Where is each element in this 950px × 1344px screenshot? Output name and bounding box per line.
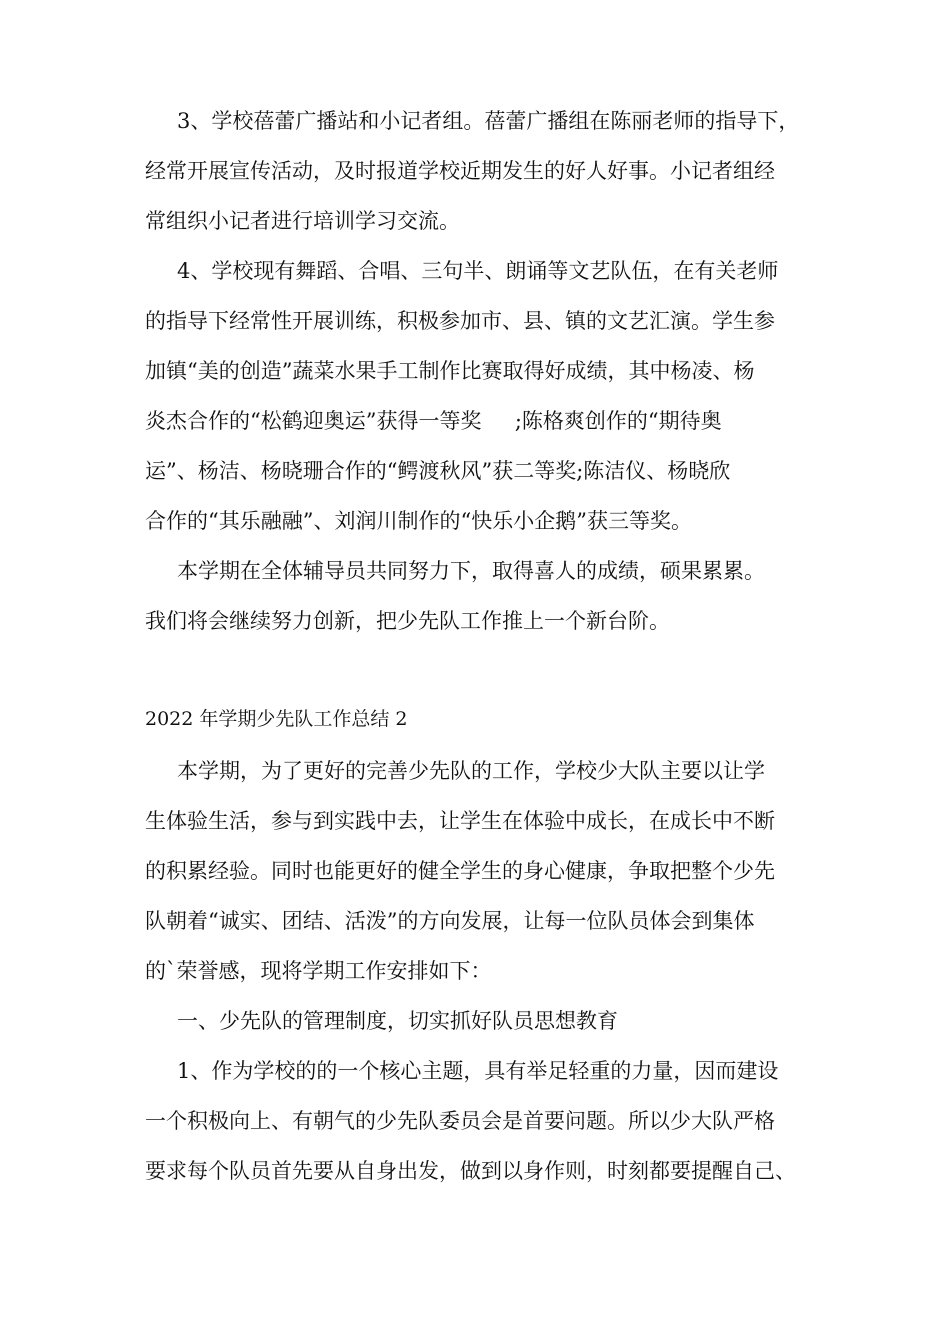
paragraph-line: 本学期，为了更好的完善少先队的工作，学校少大队主要以让学 [177,759,765,783]
paragraph-line: 要求每个队员首先要从自身出发，做到以身作则，时刻都要提醒自己、 [145,1159,796,1183]
paragraph-line: 炎杰合作的“松鹤迎奥运”获得一等奖 ;陈格爽创作的“期待奥 [145,409,722,433]
paragraph-line: 3、学校蓓蕾广播站和小记者组。蓓蕾广播组在陈丽老师的指导下， [177,109,800,133]
paragraph-line: 常组织小记者进行培训学习交流。 [145,209,460,233]
paragraph-line: 4、学校现有舞蹈、合唱、三句半、朗诵等文艺队伍，在有关老师 [177,259,779,283]
paragraph-line: 生体验生活，参与到实践中去，让学生在体验中成长，在成长中不断 [145,809,775,833]
section-title: 2022 年学期少先队工作总结 2 [145,708,408,730]
paragraph-line: 运”、杨洁、杨晓珊合作的“鳄渡秋风”获二等奖;陈洁仪、杨晓欣 [145,459,731,483]
paragraph-line: 的积累经验。同时也能更好的健全学生的身心健康，争取把整个少先 [145,859,775,883]
paragraph-line: 一个积极向上、有朝气的少先队委员会是首要问题。所以少大队严格 [145,1109,775,1133]
paragraph-line: 加镇“美的创造”蔬菜水果手工制作比赛取得好成绩，其中杨凌、杨 [145,359,755,383]
paragraph-line: 经常开展宣传活动，及时报道学校近期发生的好人好事。小记者组经 [145,159,775,183]
paragraph-line: 我们将会继续努力创新，把少先队工作推上一个新台阶。 [145,609,670,633]
paragraph-line: 队朝着“诚实、团结、活泼”的方向发展，让每一位队员体会到集体 [145,909,755,933]
paragraph-line: 本学期在全体辅导员共同努力下，取得喜人的成绩，硕果累累。 [177,559,765,583]
paragraph-line: 的指导下经常性开展训练，积极参加市、县、镇的文艺汇演。学生参 [145,309,775,333]
paragraph-line: 1、作为学校的的一个核心主题，具有举足轻重的力量，因而建设 [177,1059,779,1083]
paragraph-line: 的`荣誉感，现将学期工作安排如下： [145,959,492,983]
paragraph-line: 合作的“其乐融融”、刘润川制作的“快乐小企鹅”获三等奖。 [145,509,692,533]
paragraph-line: 一、少先队的管理制度，切实抓好队员思想教育 [177,1009,618,1033]
